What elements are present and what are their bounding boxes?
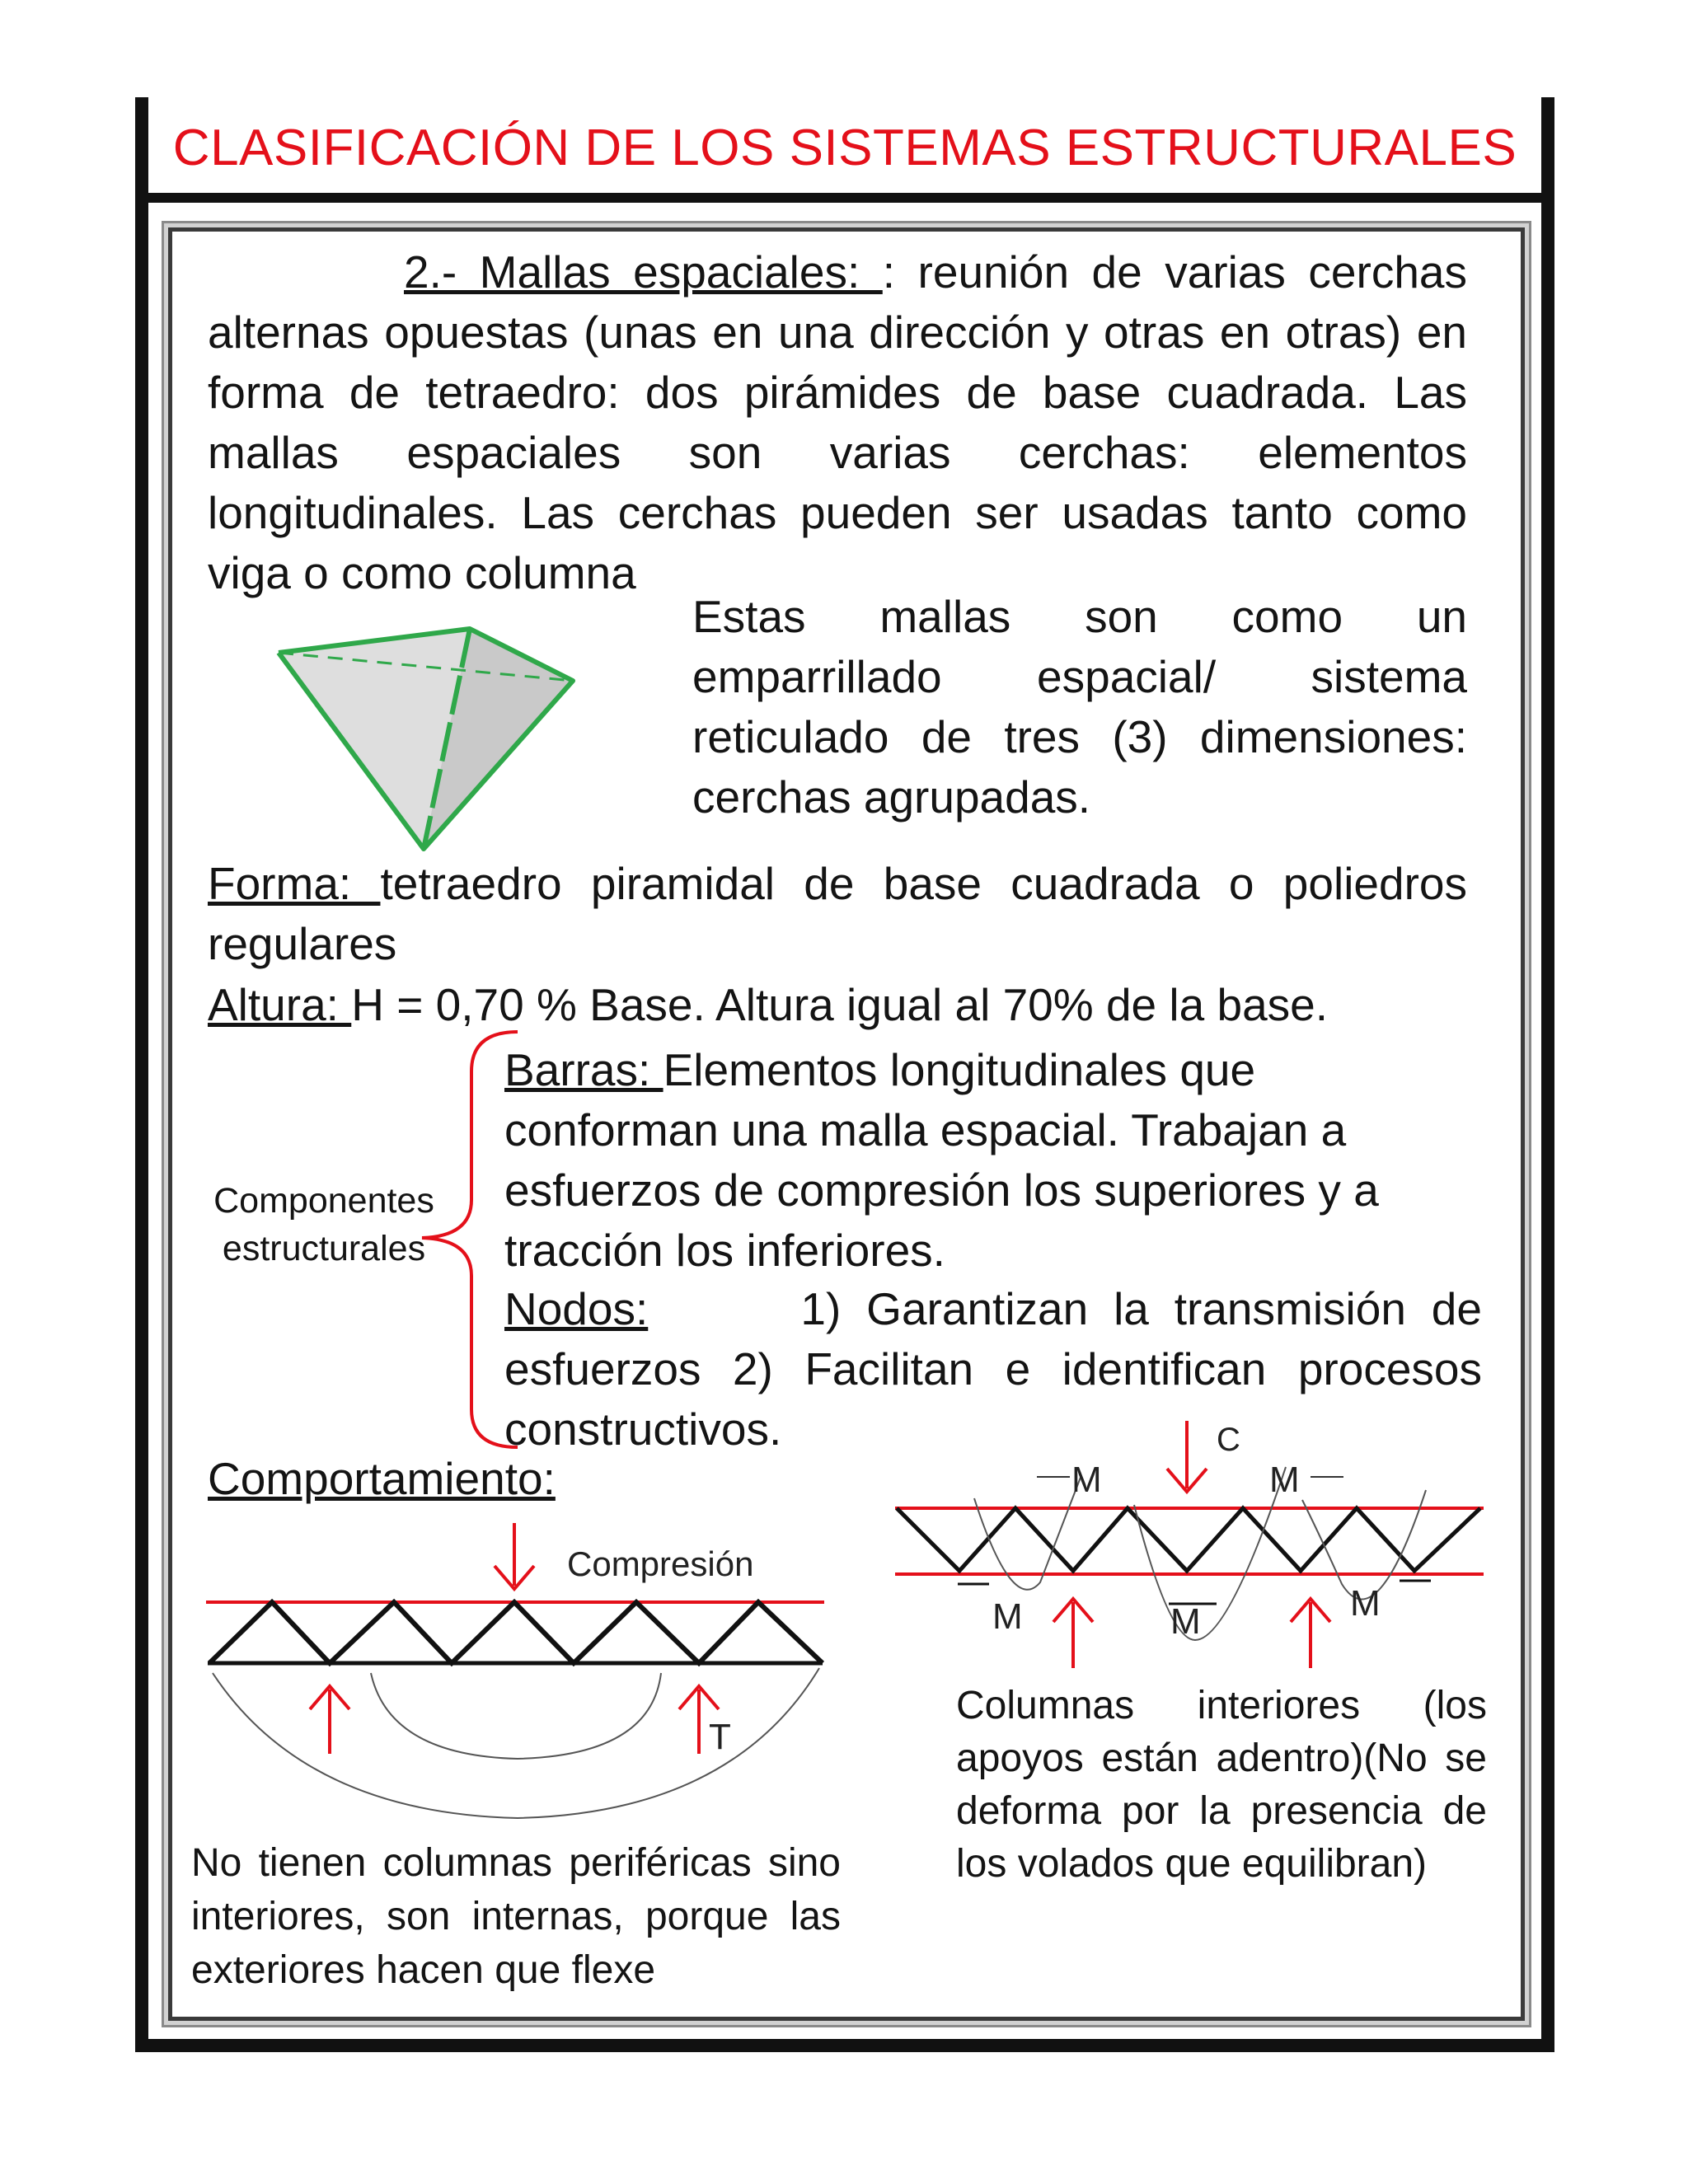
compresion-label: Compresión — [567, 1544, 754, 1583]
forma-label: Forma: — [208, 858, 381, 909]
m-label-top-right: M — [1269, 1460, 1300, 1500]
altura-label: Altura: — [208, 979, 352, 1030]
m-label-bottom-left: M — [992, 1596, 1023, 1637]
m-label-bottom-center: M — [1170, 1601, 1201, 1642]
intro-heading: 2.- Mallas espaciales: — [404, 246, 883, 298]
mallas-description: Estas mallas son como un emparrillado espacial/ sistema reticulado de tres (3) dimensiones: cerchas agrupadas. — [692, 591, 1467, 823]
componentes-label: Componentes estructurales — [213, 1181, 434, 1268]
nodos-label: Nodos: — [504, 1283, 649, 1334]
left-truss-diagram — [206, 1523, 824, 1818]
left-diagram-caption: No tienen columnas periféricas sino interiores, son internas, porque las exteriores hacen que flexe — [191, 1841, 841, 1992]
comportamiento-heading: Comportamiento: — [208, 1453, 556, 1504]
nodos-text: 1) Garantizan la transmisión de esfuerzos 2) Facilitan e identifican procesos constructivos. — [504, 1283, 1482, 1455]
page-title: CLASIFICACIÓN DE LOS SISTEMAS ESTRUCTURALES — [172, 120, 1517, 176]
intro-text: : reunión de varias cerchas alternas opuestas (unas en una dirección y otras en otras) en forma de tetraedro: dos pirámides de base cuadrada. Las mallas espaciales son varias cerchas: elementos longitudinales. Las cerchas pueden ser usadas tanto como viga o como columna — [208, 246, 1467, 598]
m-label-top-left: M — [1071, 1460, 1102, 1500]
m-label-bottom-right: M — [1350, 1583, 1381, 1624]
right-diagram-caption: Columnas interiores (los apoyos están adentro)(No se deforma por la presencia de los volados que equilibran) — [956, 1684, 1487, 1886]
tension-label: T — [709, 1717, 731, 1757]
tetrahedron-figure — [279, 629, 573, 849]
forma-text: tetraedro piramidal de base cuadrada o poliedros regulares — [208, 858, 1467, 969]
c-label: C — [1217, 1422, 1240, 1458]
barras-text: Elementos longitudinales que conforman una malla espacial. Trabajan a esfuerzos de compresión los superiores y a tracción los inferiores. — [504, 1044, 1379, 1276]
altura-text: H = 0,70 % Base. Altura igual al 70% de la base. — [351, 979, 1329, 1030]
barras-label: Barras: — [504, 1044, 663, 1095]
components-brace — [422, 1032, 518, 1447]
right-truss-diagram — [895, 1421, 1484, 1668]
